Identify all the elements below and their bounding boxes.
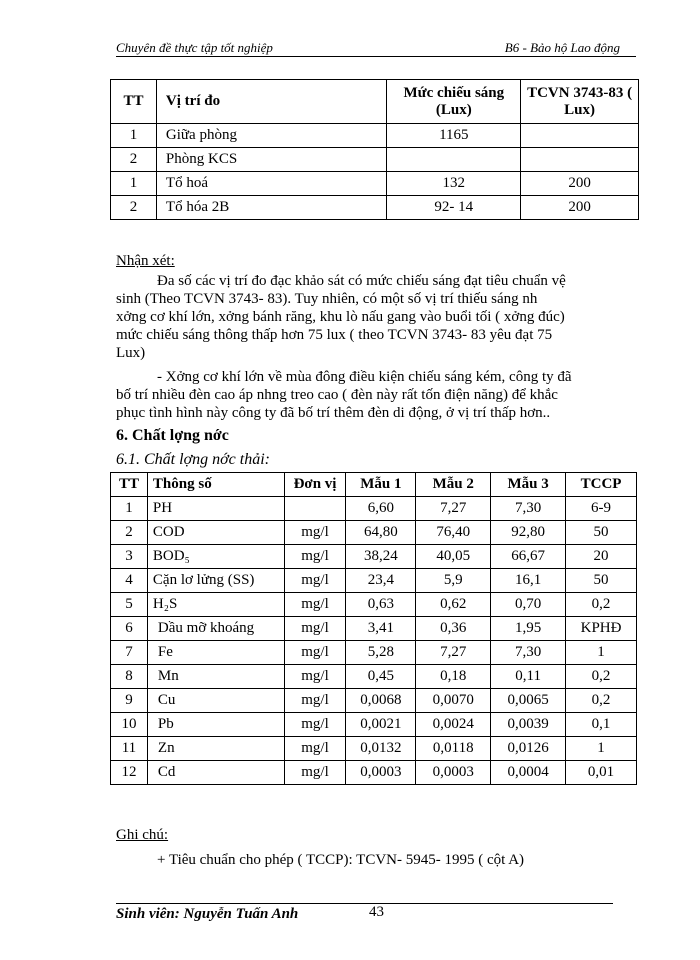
table-cell: 5,9 [416,569,491,593]
col-header: TCCP [566,473,637,497]
table-row [111,665,637,689]
table-cell: Cặn lơ lửng (SS) [147,569,284,593]
col-header: Mức chiếu sáng (Lux) [387,80,521,124]
table-cell: Phòng KCS [156,148,387,172]
table-cell: 7,27 [416,497,491,521]
table-row [111,737,637,761]
table-header-row [111,473,637,497]
table-cell: Zn [147,737,284,761]
table-cell: Cd [147,761,284,785]
table-cell: 9 [111,689,148,713]
remarks-line: bố trí nhiều đèn cao áp nhng treo cao ( đèn này rất tốn điện năng) để khắc [116,387,558,403]
table-cell: 0,62 [416,593,491,617]
table-cell: 1 [566,641,637,665]
table-cell: mg/l [284,689,346,713]
table-cell: Dầu mỡ khoáng [147,617,284,641]
table-cell: 7,27 [416,641,491,665]
table-cell: 3,41 [346,617,416,641]
page-header [116,38,636,57]
remarks-heading: Nhận xét: [116,253,175,269]
table-header-row [111,80,639,124]
lighting-table [110,79,639,220]
table-cell: 16,1 [491,569,566,593]
table-cell [387,148,521,172]
table-row [111,124,639,148]
table-cell: 50 [566,521,637,545]
table-row [111,761,637,785]
table-cell: 7 [111,641,148,665]
col-header: TCVN 3743-83 ( Lux) [521,80,639,124]
table-row [111,497,637,521]
remarks-line: phục tình hình này công ty đã bố trí thêm đèn di động, ở vị trí thấp hơn.. [116,405,551,421]
col-header: Mẫu 3 [491,473,566,497]
header-right: B6 - Bảo hộ Lao động [504,40,620,55]
table-cell: Pb [147,713,284,737]
table-cell: 0,0003 [416,761,491,785]
table-cell: mg/l [284,569,346,593]
table-cell: 76,40 [416,521,491,545]
table-cell: mg/l [284,665,346,689]
header-left: Chuyên đề thực tập tốt nghiệp [116,40,273,55]
table-cell: 66,67 [491,545,566,569]
table-cell: 0,2 [566,689,637,713]
table-cell: mg/l [284,545,346,569]
col-header: TT [111,473,148,497]
table-cell: 7,30 [491,497,566,521]
table-cell: 8 [111,665,148,689]
table-cell: Tổ hoá [156,172,387,196]
table-row [111,521,637,545]
table-cell: 0,11 [491,665,566,689]
table-row [111,593,637,617]
footer-student: Sinh viên: Nguyễn Tuấn Anh [116,906,299,922]
table-cell: 0,36 [416,617,491,641]
table-cell: Mn [147,665,284,689]
table-row [111,569,637,593]
table-cell: 64,80 [346,521,416,545]
table-cell: Tổ hóa 2B [156,196,387,220]
table-row [111,172,639,196]
table-cell: 0,0126 [491,737,566,761]
table-cell: 92- 14 [387,196,521,220]
table-cell: 0,18 [416,665,491,689]
table-cell: 0,0024 [416,713,491,737]
remarks-line: - Xởng cơ khí lớn về mùa đông điều kiện chiếu sáng kém, công ty đã [157,369,572,385]
table-cell: 3 [111,545,148,569]
col-header: Mẫu 2 [416,473,491,497]
table-cell: 0,01 [566,761,637,785]
table-cell: 6,60 [346,497,416,521]
remarks-line: Đa số các vị trí đo đạc khảo sát có mức chiếu sáng đạt tiêu chuẩn vệ [157,273,566,289]
table-cell: 1165 [387,124,521,148]
remarks-line: xởng cơ khí lớn, xởng bánh răng, khu lò nấu gang vào buổi tối ( xởng đúc) [116,309,565,325]
table-cell [521,148,639,172]
table-cell: 0,70 [491,593,566,617]
table-row [111,617,637,641]
table-cell: 12 [111,761,148,785]
table-cell: 0,2 [566,593,637,617]
table-cell: 20 [566,545,637,569]
table-row [111,148,639,172]
section-subtitle: 6.1. Chất lợng nớc thải: [116,451,270,468]
section-title: 6. Chất lợng nớc [116,427,229,444]
table-cell: mg/l [284,761,346,785]
table-row [111,641,637,665]
table-cell: Fe [147,641,284,665]
table-cell: 23,4 [346,569,416,593]
table-cell: 0,0065 [491,689,566,713]
table-cell: 1 [111,124,157,148]
table-cell: 0,2 [566,665,637,689]
table-cell: 132 [387,172,521,196]
table-cell: Giữa phòng [156,124,387,148]
table-cell: 2 [111,148,157,172]
table-cell: 0,1 [566,713,637,737]
table-cell: 0,0068 [346,689,416,713]
table-cell [521,124,639,148]
notes-heading: Ghi chú: [116,827,169,843]
table-cell: 0,0132 [346,737,416,761]
col-header: TT [111,80,157,124]
table-cell: 2 [111,521,148,545]
table-cell: 0,0004 [491,761,566,785]
notes-line: + Tiêu chuẩn cho phép ( TCCP): TCVN- 5945- 1995 ( cột A) [157,852,525,868]
table-cell: 7,30 [491,641,566,665]
col-header: Vị trí đo [156,80,387,124]
table-cell: 4 [111,569,148,593]
col-header: Đơn vị [284,473,346,497]
table-row [111,196,639,220]
col-header: Mẫu 1 [346,473,416,497]
remarks-line: Lux) [116,345,146,361]
table-cell: 2 [111,196,157,220]
remarks-line: sinh (Theo TCVN 3743- 83). Tuy nhiên, có một số vị trí thiếu sáng nh [116,291,538,307]
table-cell: 6-9 [566,497,637,521]
table-row [111,713,637,737]
table-cell: 200 [521,172,639,196]
table-cell: COD [147,521,284,545]
table-cell: 1 [111,172,157,196]
table-cell: mg/l [284,521,346,545]
table-cell: mg/l [284,617,346,641]
table-cell: H₂S [147,593,284,617]
table-cell: mg/l [284,641,346,665]
table-cell: 0,0003 [346,761,416,785]
table-cell: BOD₅ [147,545,284,569]
table-cell: 5,28 [346,641,416,665]
table-cell: 0,0039 [491,713,566,737]
table-cell: mg/l [284,713,346,737]
table-cell [284,497,346,521]
page-number: 43 [369,904,384,920]
table-cell: mg/l [284,593,346,617]
remarks-line: mức chiếu sáng thông thấp hơn 75 lux ( theo TCVN 3743- 83 yêu đạt 75 [116,327,553,343]
table-cell: 92,80 [491,521,566,545]
table-cell: 6 [111,617,148,641]
table-cell: 1,95 [491,617,566,641]
table-cell: 50 [566,569,637,593]
table-cell: 5 [111,593,148,617]
table-row [111,689,637,713]
table-cell: Cu [147,689,284,713]
table-cell: 1 [111,497,148,521]
table-cell: 0,0070 [416,689,491,713]
table-cell: 38,24 [346,545,416,569]
col-header: Thông số [147,473,284,497]
table-row [111,545,637,569]
water-quality-table [110,472,637,785]
table-cell: 11 [111,737,148,761]
table-cell: 0,63 [346,593,416,617]
table-cell: PH [147,497,284,521]
table-cell: 40,05 [416,545,491,569]
table-cell: 0,0118 [416,737,491,761]
table-cell: KPHĐ [566,617,637,641]
table-cell: 0,45 [346,665,416,689]
table-cell: mg/l [284,737,346,761]
table-cell: 10 [111,713,148,737]
table-cell: 0,0021 [346,713,416,737]
table-cell: 1 [566,737,637,761]
table-cell: 200 [521,196,639,220]
footer-rule [116,903,613,904]
